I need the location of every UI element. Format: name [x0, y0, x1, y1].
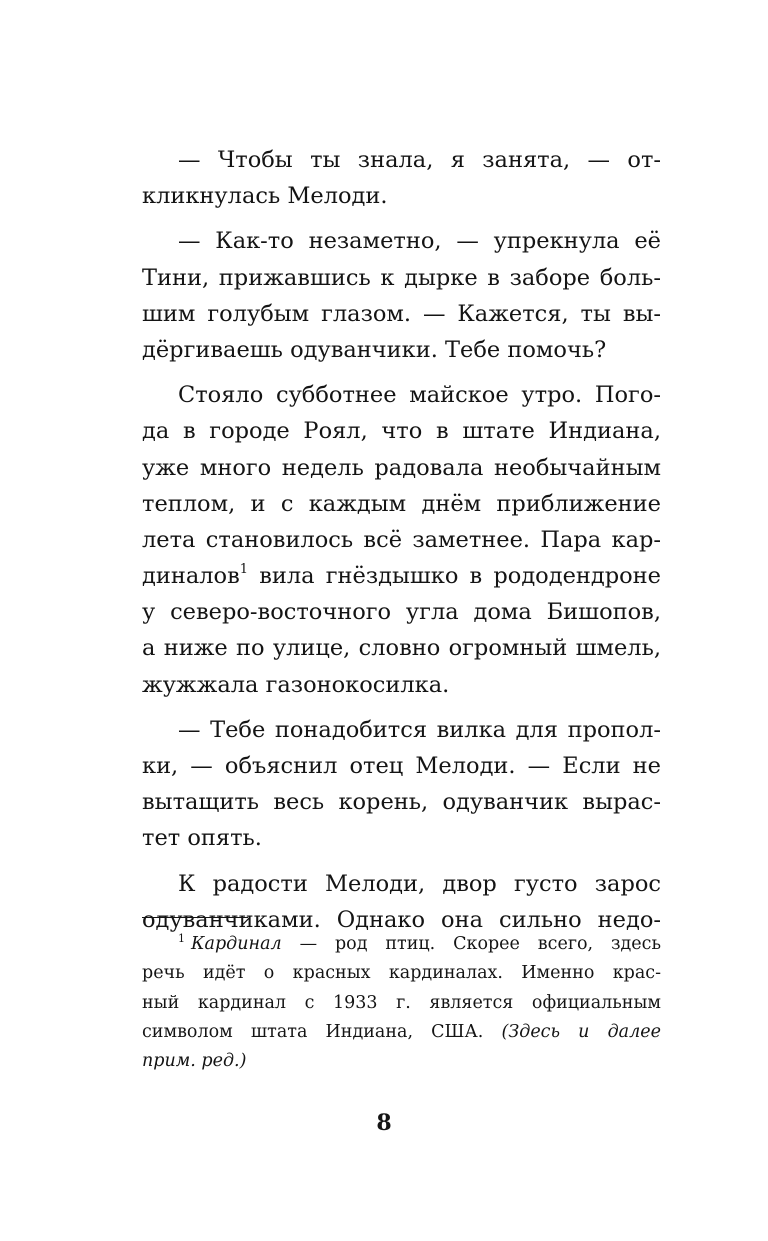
text-line: диналов$^1$ вила гнёздышко в рододендроне	[142, 561, 661, 590]
text-line: К радости Мелоди, двор густо зарос	[178, 870, 661, 897]
text-line: Тини, прижавшись к дырке в заборе боль-	[142, 264, 661, 291]
paragraph-gap	[142, 703, 661, 712]
text-line: кликнулась Мелоди.	[142, 183, 388, 210]
body-text	[142, 142, 661, 938]
text-line: — Тебе понадобится вилка для пропол-	[178, 716, 661, 743]
paragraph-gap	[142, 214, 661, 223]
text-line: одуванчиками. Однако она сильно недо-	[142, 906, 661, 933]
footnote-marker: 1	[178, 932, 185, 946]
footnote-line: символом штата Индиана, США. (Здесь и далее	[142, 1021, 661, 1042]
page-number: 8	[376, 1110, 392, 1136]
text-line: — Как-то незаметно, — упрекнула её	[178, 228, 661, 255]
text-line: жужжала газонокосилка.	[142, 671, 450, 698]
text-line: да в городе Роял, что в штате Индиана,	[142, 418, 661, 445]
text-line: Стояло субботнее майское утро. Пого-	[178, 382, 661, 409]
footnote-line: речь идёт о красных кардиналах. Именно крас-	[142, 963, 661, 984]
footnote-line: прим. ред.)	[142, 1051, 247, 1072]
text-line: шим голубым глазом. — Кажется, ты вы-	[142, 300, 661, 327]
text-line: ки, — объяснил отец Мелоди. — Если не	[142, 753, 661, 779]
text-line: — Чтобы ты знала, я занята, — от-	[178, 147, 661, 173]
text-line: уже много недель радовала необычайным	[142, 454, 661, 481]
text-line: дёргиваешь одуванчики. Тебе помочь?	[142, 336, 607, 363]
paragraph-gap	[142, 368, 661, 377]
footnote-line: ный кардинал с 1933 г. является официальным	[142, 992, 661, 1013]
text-line: теплом, и с каждым днём приближение	[142, 490, 661, 517]
footnote-line: $^1$ Кардинал — род птиц. Скорее всего, здесь	[178, 932, 661, 954]
text-line: лета становилось всё заметнее. Пара кар-	[142, 526, 661, 553]
footnote-reference[interactable]: 1	[239, 561, 249, 577]
footnote-term: Кардинал	[191, 934, 282, 954]
paragraph-gap	[142, 857, 661, 866]
text-line: у северо-восточного угла дома Бишопов,	[142, 599, 661, 626]
text-line: вытащить весь корень, одуванчик вырас-	[142, 789, 661, 816]
footnote	[142, 930, 661, 1076]
text-line: тет опять.	[142, 825, 262, 852]
text-line: а ниже по улице, словно огромный шмель,	[142, 635, 661, 662]
footnote-separator	[142, 917, 248, 918]
